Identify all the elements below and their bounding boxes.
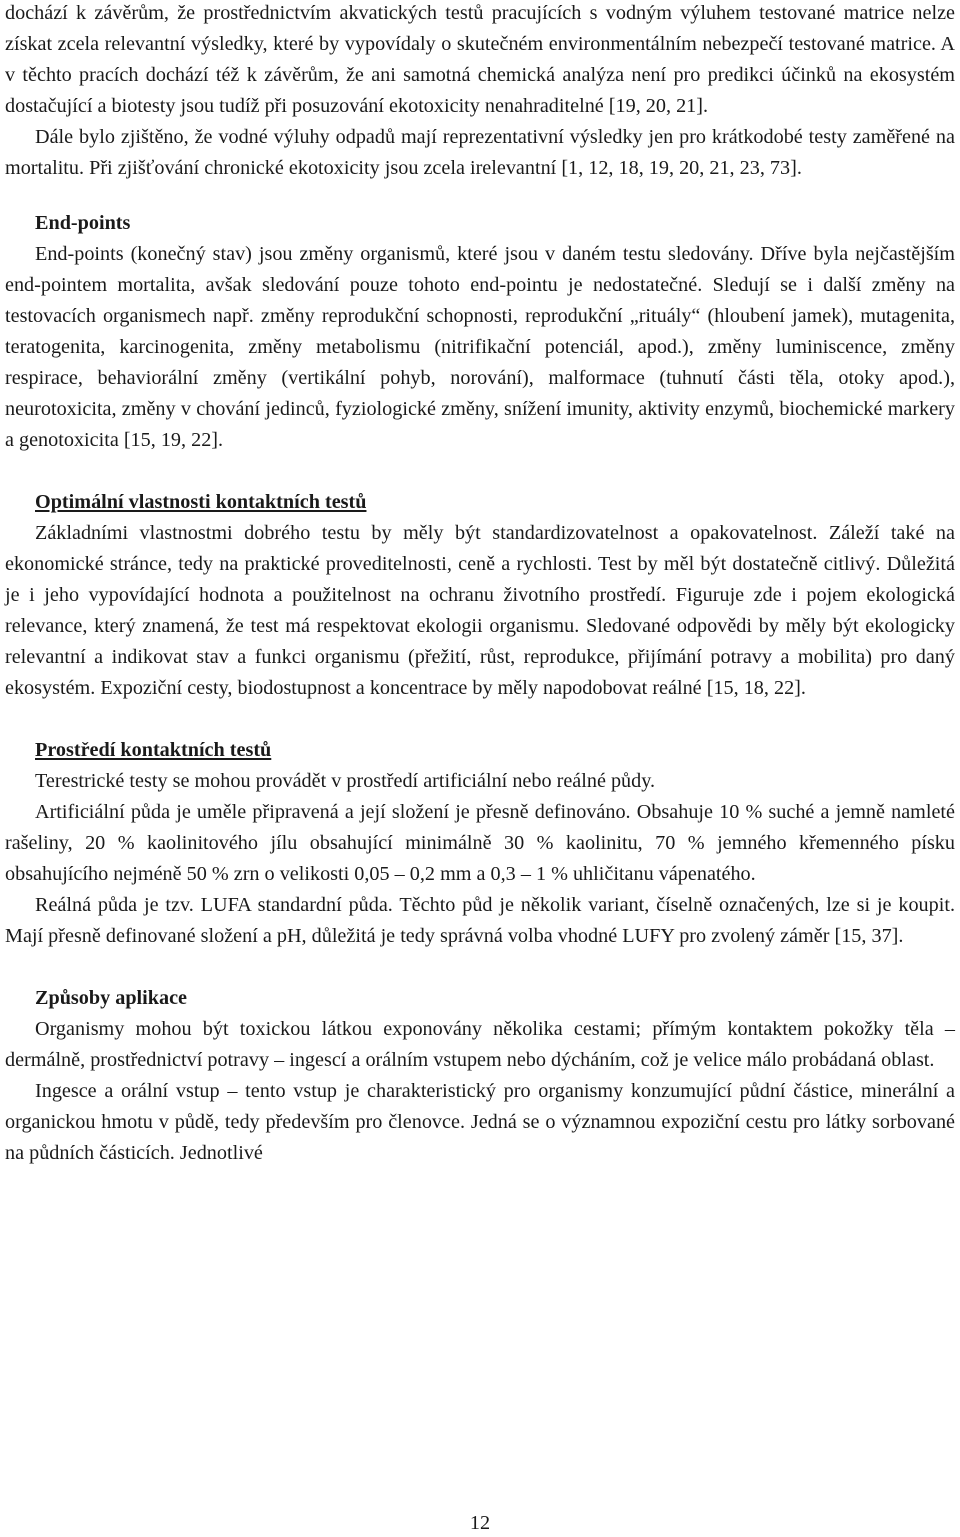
section-spacer bbox=[5, 184, 955, 208]
page-number: 12 bbox=[469, 1512, 491, 1534]
section-spacer bbox=[5, 704, 955, 735]
section-spacer bbox=[5, 456, 955, 487]
environment-paragraph-1: Terestrické testy se mohou provádět v prostředí artificiální nebo reálné půdy. bbox=[35, 770, 656, 792]
intro-paragraph: dochází k závěrům, že prostřednictvím akvatických testů pracujících s vodným výluhem testované matrice nelze získat zcela relevantní výsledky, které by vypovídaly o skutečném environmentálním nebezpečí testované matrice. A v těchto pracích dochází též k závěrům, že ani samotná chemická analýza není pro predikci účinků na ekosystém dostačující a biotesty jsou tudíž při posuzování ekotoxicity nenahraditelné [19, 20, 21]. bbox=[5, 2, 955, 117]
section-heading-environment: Prostředí kontaktních testů bbox=[35, 739, 272, 761]
environment-paragraph-3: Reálná půda je tzv. LUFA standardní půda. Těchto půd je několik variant, číselně označených, lze si je koupit. Mají přesně definované složení a pH, důležitá je tedy správná volba vhodné LUFY pro zvolený záměr [15, 37]. bbox=[5, 894, 955, 947]
application-paragraph-1: Organismy mohou být toxickou látkou exponovány několika cestami; přímým kontaktem pokožky těla – dermálně, prostřednictví potravy – ingescí a orálním vstupem nebo dýcháním, což je velice málo probádaná oblast. bbox=[5, 1018, 955, 1071]
document-page bbox=[5, 0, 955, 1169]
application-paragraph-2: Ingesce a orální vstup – tento vstup je charakteristický pro organismy konzumující půdní částice, minerální a organickou hmotu v půdě, tedy především pro členovce. Jedná se o významnou expoziční cestu pro látky sorbované na půdních částicích. Jednotlivé bbox=[5, 1080, 955, 1164]
section-heading-application: Způsoby aplikace bbox=[35, 987, 188, 1009]
endpoints-paragraph: End-points (konečný stav) jsou změny organismů, které jsou v daném testu sledovány. Dříve byla nejčastějším end-pointem mortalita, avšak sledování pouze tohoto end-pointu je nedostatečné. Sledují se i další změny na testovacích organismech např. změny reprodukční schopnosti, reprodukční „rituály“ (hloubení jamek), mutagenita, teratogenita, karcinogenita, změny metabolismu (nitrifikační potenciál, apod.), změny luminiscence, změny respirace, behaviorální změny (vertikální pohyb, norování), malformace (tuhnutí části těla, otoky apod.), neurotoxicita, změny v chování jedinců, fyziologické změny, snížení imunity, aktivity enzymů, biochemické markery a genotoxicita [15, 19, 22]. bbox=[5, 243, 955, 451]
section-heading-endpoints: End-points bbox=[35, 212, 131, 234]
section-spacer bbox=[5, 952, 955, 983]
optimal-paragraph: Základními vlastnostmi dobrého testu by měly být standardizovatelnost a opakovatelnost. Záleží také na ekonomické stránce, tedy na praktické proveditelnosti, ceně a rychlosti. Test by měl být dostatečně citlivý. Důležitá je i jeho vypovídající hodnota a použitelnost na ochranu životního prostředí. Figuruje zde i pojem ekologická relevance, který znamená, že test má respektovat ekologii organismu. Sledované odpovědi by měly být ekologicky relevantní a indikovat stav a funkci organismu (přežití, růst, reprodukce, přijímání potravy a mobilita) pro daný ekosystém. Expoziční cesty, biodostupnost a koncentrace by měly napodobovat reálné [15, 18, 22]. bbox=[5, 522, 955, 699]
section-heading-optimal: Optimální vlastnosti kontaktních testů bbox=[35, 491, 367, 513]
intro-paragraph-2: Dále bylo zjištěno, že vodné výluhy odpadů mají reprezentativní výsledky jen pro krátkodobé testy zaměřené na mortalitu. Při zjišťování chronické ekotoxicity jsou zcela irelevantní [1, 12, 18, 19, 20, 21, 23, 73]. bbox=[5, 126, 955, 179]
environment-paragraph-2: Artificiální půda je uměle připravená a její složení je přesně definováno. Obsahuje 10 % suché a jemně namleté rašeliny, 20 % kaolinitového jílu obsahující minimálně 30 % kaolinitu, 70 % jemného křemenného písku obsahujícího nejméně 50 % zrn o velikosti 0,05 – 0,2 mm a 0,3 – 1 % uhličitanu vápenatého. bbox=[5, 801, 955, 885]
